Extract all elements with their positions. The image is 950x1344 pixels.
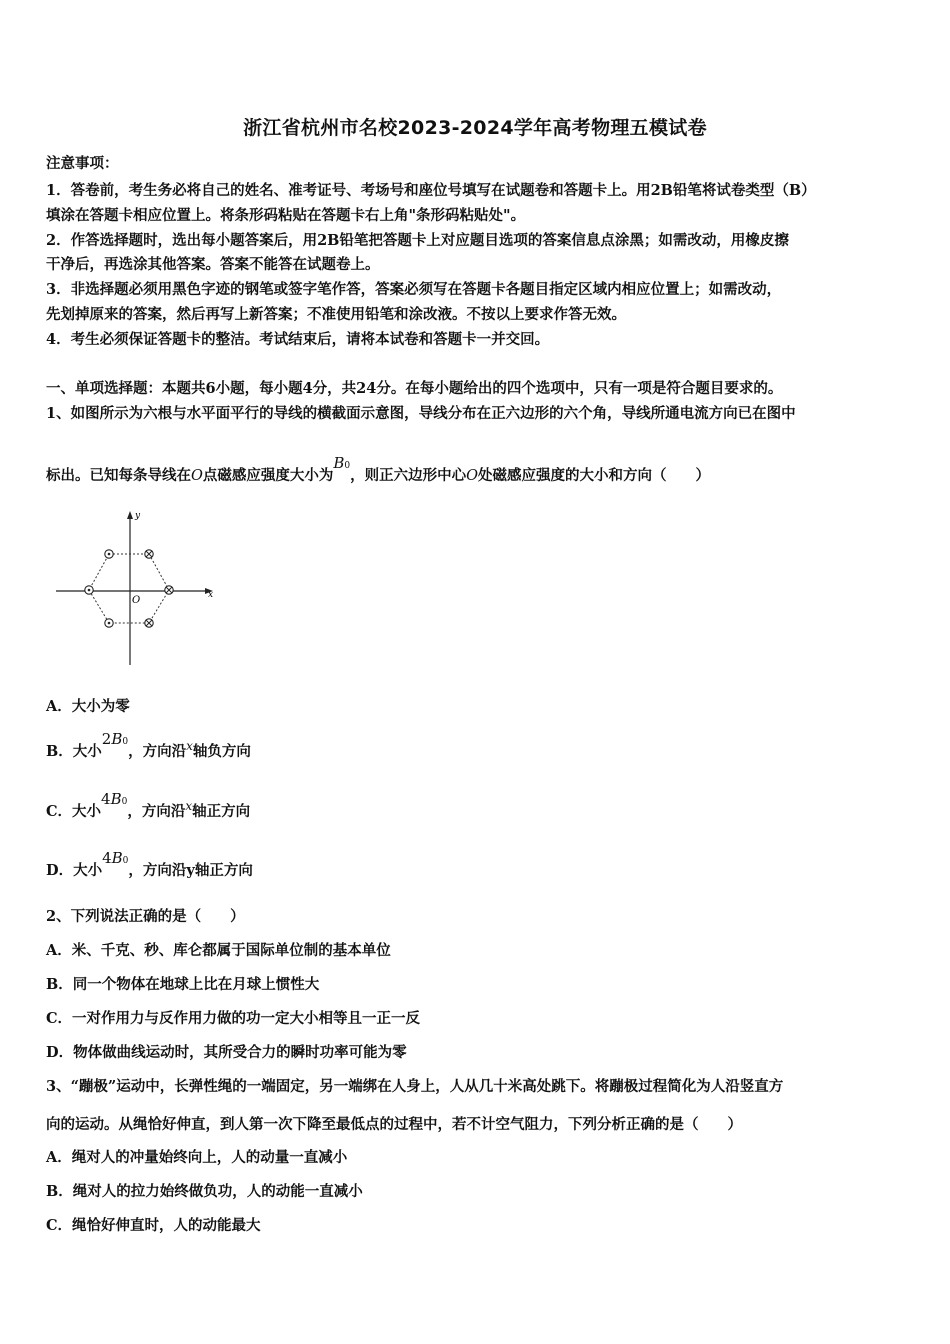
notice-line: 2．作答选择题时，选出每小题答案后，用2B铅笔把答题卡上对应题目选项的答案信息点涂黑；如需改动，用橡皮擦 [46,232,789,249]
q3-stem-line1: 3、“蹦极”运动中，长弹性绳的一端固定，另一端绑在人身上，人从几十米高处跳下。将蹦极过程简化为人沿竖直方 [46,1078,784,1095]
wire-cross-icon [145,550,153,558]
q2-option-b: B．同一个物体在地球上比在月球上惯性大 [46,976,320,993]
wire-dot-icon [105,619,113,627]
section-header: 一、单项选择题：本题共6小题，每小题4分，共24分。在每小题给出的四个选项中，只有一项是符合题目要求的。 [46,380,783,397]
q1-option-d: D．大小4B0，方向沿y轴正方向 [46,849,253,879]
q2-option-a: A．米、千克、秒、库仑都属于国际单位制的基本单位 [46,942,391,959]
b0-symbol: B0 [333,454,351,472]
hexagon-outline [89,554,169,623]
notice-line: 3．非选择题必须用黑色字迹的钢笔或签字笔作答，答案必须写在答题卡各题目指定区域内相应位置上；如需改动， [46,281,782,298]
b0-expression: 2B0 [101,730,129,748]
q3-stem-line2: 向的运动。从绳恰好伸直，到人第一次下降至最低点的过程中，若不计空气阻力，下列分析正确的是（ ） [46,1116,742,1133]
hexagon-wire-diagram [50,505,225,670]
q1-stem-line2 [46,454,711,485]
notice-line: 4．考生必须保证答题卡的整洁。考试结束后，请将本试卷和答题卡一并交回。 [46,331,550,348]
q1-text: 标出。已知每条导线在 [46,467,191,484]
origin-label: O [132,595,141,606]
notice-line: 干净后，再选涂其他答案。答案不能答在试题卷上。 [46,256,380,273]
notice-line: 1．答卷前，考生务必将自己的姓名、准考证号、考场号和座位号填写在试题卷和答题卡上。用2B铅笔将试卷类型（B） [46,182,816,199]
q1-text: 处磁感应强度的大小和方向（ ） [478,467,711,484]
q1-option-b: B．大小2B0，方向沿$^x$轴负方向 [46,730,251,760]
exam-title: 浙江省杭州市名校2023-2024学年高考物理五模试卷 [243,117,707,139]
q1-stem-line1: 1、如图所示为六根与水平面平行的导线的横截面示意图，导线分布在正六边形的六个角，导线所通电流方向已在图中 [46,405,796,422]
notice-line: 先划掉原来的答案，然后再写上新答案；不准使用铅笔和涂改液。不按以上要求作答无效。 [46,306,626,323]
q3-option-a: A．绳对人的冲量始终向上，人的动量一直减小 [46,1149,348,1166]
q2-option-d: D．物体做曲线运动时，其所受合力的瞬时功率可能为零 [46,1044,407,1061]
wire-cross-icon [165,586,173,594]
q1-option-a: A．大小为零 [46,698,130,715]
x-axis-label: x [208,590,214,600]
q1-text: ，则正六边形中心 [350,467,467,484]
b0-expression: 4B0 [102,849,129,867]
y-axis-arrow [127,511,133,519]
wire-dot-icon [105,550,113,558]
q1-option-c: C．大小4B0，方向沿$^x$轴正方向 [46,790,251,820]
point-o-label: O [466,468,479,484]
y-axis-label: y [135,511,141,521]
notice-line: 填涂在答题卡相应位置上。将条形码粘贴在答题卡右上角"条形码粘贴处"。 [46,207,526,224]
q1-text: 点磁感应强度大小为 [202,467,334,484]
point-o-label: O [191,468,203,484]
q2-option-c: C．一对作用力与反作用力做的功一定大小相等且一正一反 [46,1010,421,1027]
wire-dot-icon [85,586,93,594]
notice-heading: 注意事项： [46,155,119,172]
q2-stem: 2、下列说法正确的是（ ） [46,908,245,925]
q3-option-c: C．绳恰好伸直时，人的动能最大 [46,1217,261,1234]
b0-expression: 4B0 [101,790,128,808]
q3-option-b: B．绳对人的拉力始终做负功，人的动能一直减小 [46,1183,363,1200]
wire-cross-icon [145,619,153,627]
